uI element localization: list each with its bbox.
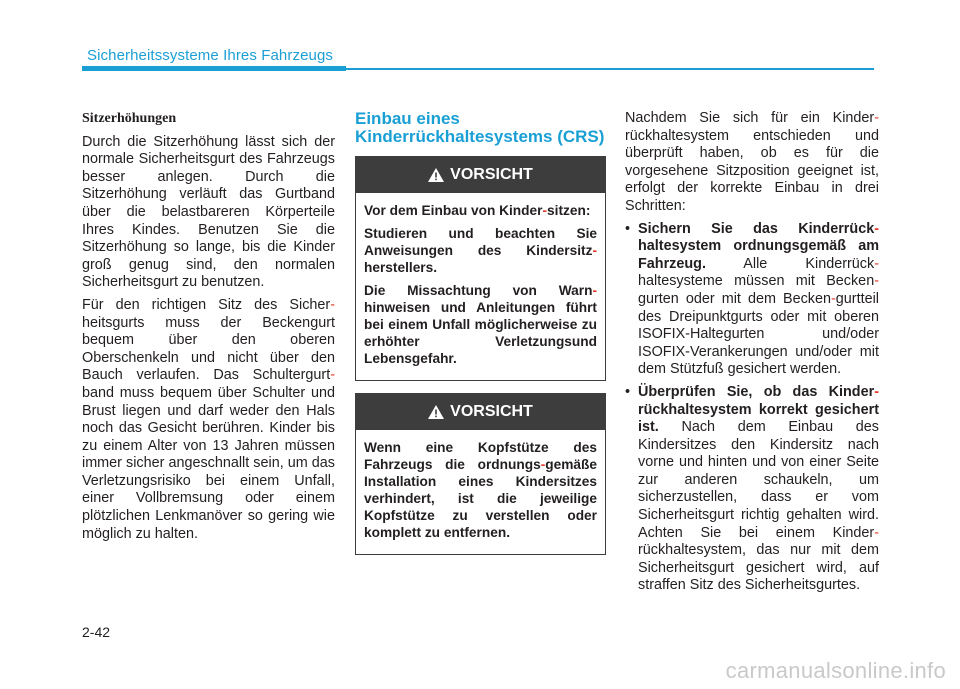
column-middle	[355, 110, 606, 555]
subheading-sitzerhoehungen: Sitzerhöhungen	[82, 111, 177, 126]
column-right	[625, 110, 879, 600]
caution-text: Wenn eine Kopfstütze des Fahrzeugs die ordnungs-gemäße Installation eines Kindersitzes verhindert, ist die jeweilige Kopfstütze zu verstellen oder komplett zu entfernen.	[364, 440, 597, 540]
caution-heading: VORSICHT	[450, 166, 533, 184]
caution-text: Studieren und beachten Sie Anweisungen des Kindersitz-herstellers.	[364, 226, 597, 275]
list-item: • Überprüfen Sie, ob das Kinder-rückhaltesystem korrekt gesichert ist. Nach dem Einbau des Kindersitzes den Kindersitz nach vorne und hinten und von einer Seite zur anderen schaukeln, um sicherzustellen, dass er vom Sicherheitsgurt richtig gehalten wird. Achten Sie bei einem Kinder-rückhaltesystem, das nur mit dem Sicherheitsgurt gesichert wird, auf straffen Sitz des Sicherheitsgurtes.	[625, 384, 879, 595]
paragraph-booster-intro: Durch die Sitzerhöhung lässt sich der normale Sicherheitsgurt des Fahrzeugs besser anlegen. Durch die Sitzerhöhung verläuft das Gurtband über die belastbareren Körperteile Ihres Kindes. Benutzen Sie die Sitzerhöhung so lange, bis die Kinder groß genug sind, den normalen Sicherheitsgurt zu benutzen.	[82, 133, 335, 291]
list-item: • Sichern Sie das Kinderrück-haltesystem ordnungsgemäß am Fahrzeug. Alle Kinderrück-haltesysteme müssen mit Becken-gurten oder mit dem Becken-gurtteil des Dreipunktgurts oder mit oberen ISOFIX-Haltegurten und/oder ISOFIX-Verankerungen und/oder mit dem Stützfuß gesichert werden.	[625, 221, 879, 379]
paragraph-belt-fit: Für den richtigen Sitz des Sicher-heitsgurts muss der Beckengurt bequem über den oberen Oberschenkeln und nicht über den Bauch verlaufen. Das Schultergurt-band muss bequem über Schulter und Brust liegen und darf weder den Hals noch das Gesicht berühren. Kinder bis zu einem Alter von 13 Jahren müssen immer sicher angeschnallt sein, um das Verletzungsrisiko bei einem Unfall, einer Vollbremsung oder einem plötzlichen Lenkmanöver so gering wie möglich zu halten.	[82, 296, 335, 542]
caution-box-body	[356, 193, 605, 380]
caution-box-header	[356, 157, 605, 193]
page-number: 2-42	[82, 624, 111, 640]
caution-heading: VORSICHT	[450, 403, 533, 421]
column-left	[82, 110, 335, 548]
header-rule-thick	[82, 66, 346, 71]
section-title-crs: Einbau eines Kinderrückhaltesystems (CRS)	[355, 109, 605, 146]
warning-triangle-icon	[428, 168, 444, 182]
header-rule-thin	[346, 68, 874, 70]
watermark: carmanualsonline.info	[725, 658, 946, 683]
caution-box-1	[355, 156, 606, 381]
steps-list	[625, 221, 879, 595]
paragraph-crs-intro: Nachdem Sie sich für ein Kinder-rückhaltesystem entschieden und überprüft haben, ob es für die vorgesehene Sitzposition geeignet ist, erfolgt der korrekte Einbau in drei Schritten:	[625, 110, 879, 214]
warning-triangle-icon	[428, 405, 444, 419]
caution-text: Die Missachtung von Warn-hinweisen und Anleitungen führt bei einem Unfall möglicherweise zu erhöhter Verletzungsund Lebensgefahr.	[364, 283, 597, 366]
caution-box-header	[356, 394, 605, 430]
caution-box-2	[355, 393, 606, 555]
caution-box-body	[356, 430, 605, 554]
section-header-title: Sicherheitssysteme Ihres Fahrzeugs	[87, 47, 333, 64]
caution-text: Vor dem Einbau von Kinder-sitzen:	[364, 203, 591, 218]
